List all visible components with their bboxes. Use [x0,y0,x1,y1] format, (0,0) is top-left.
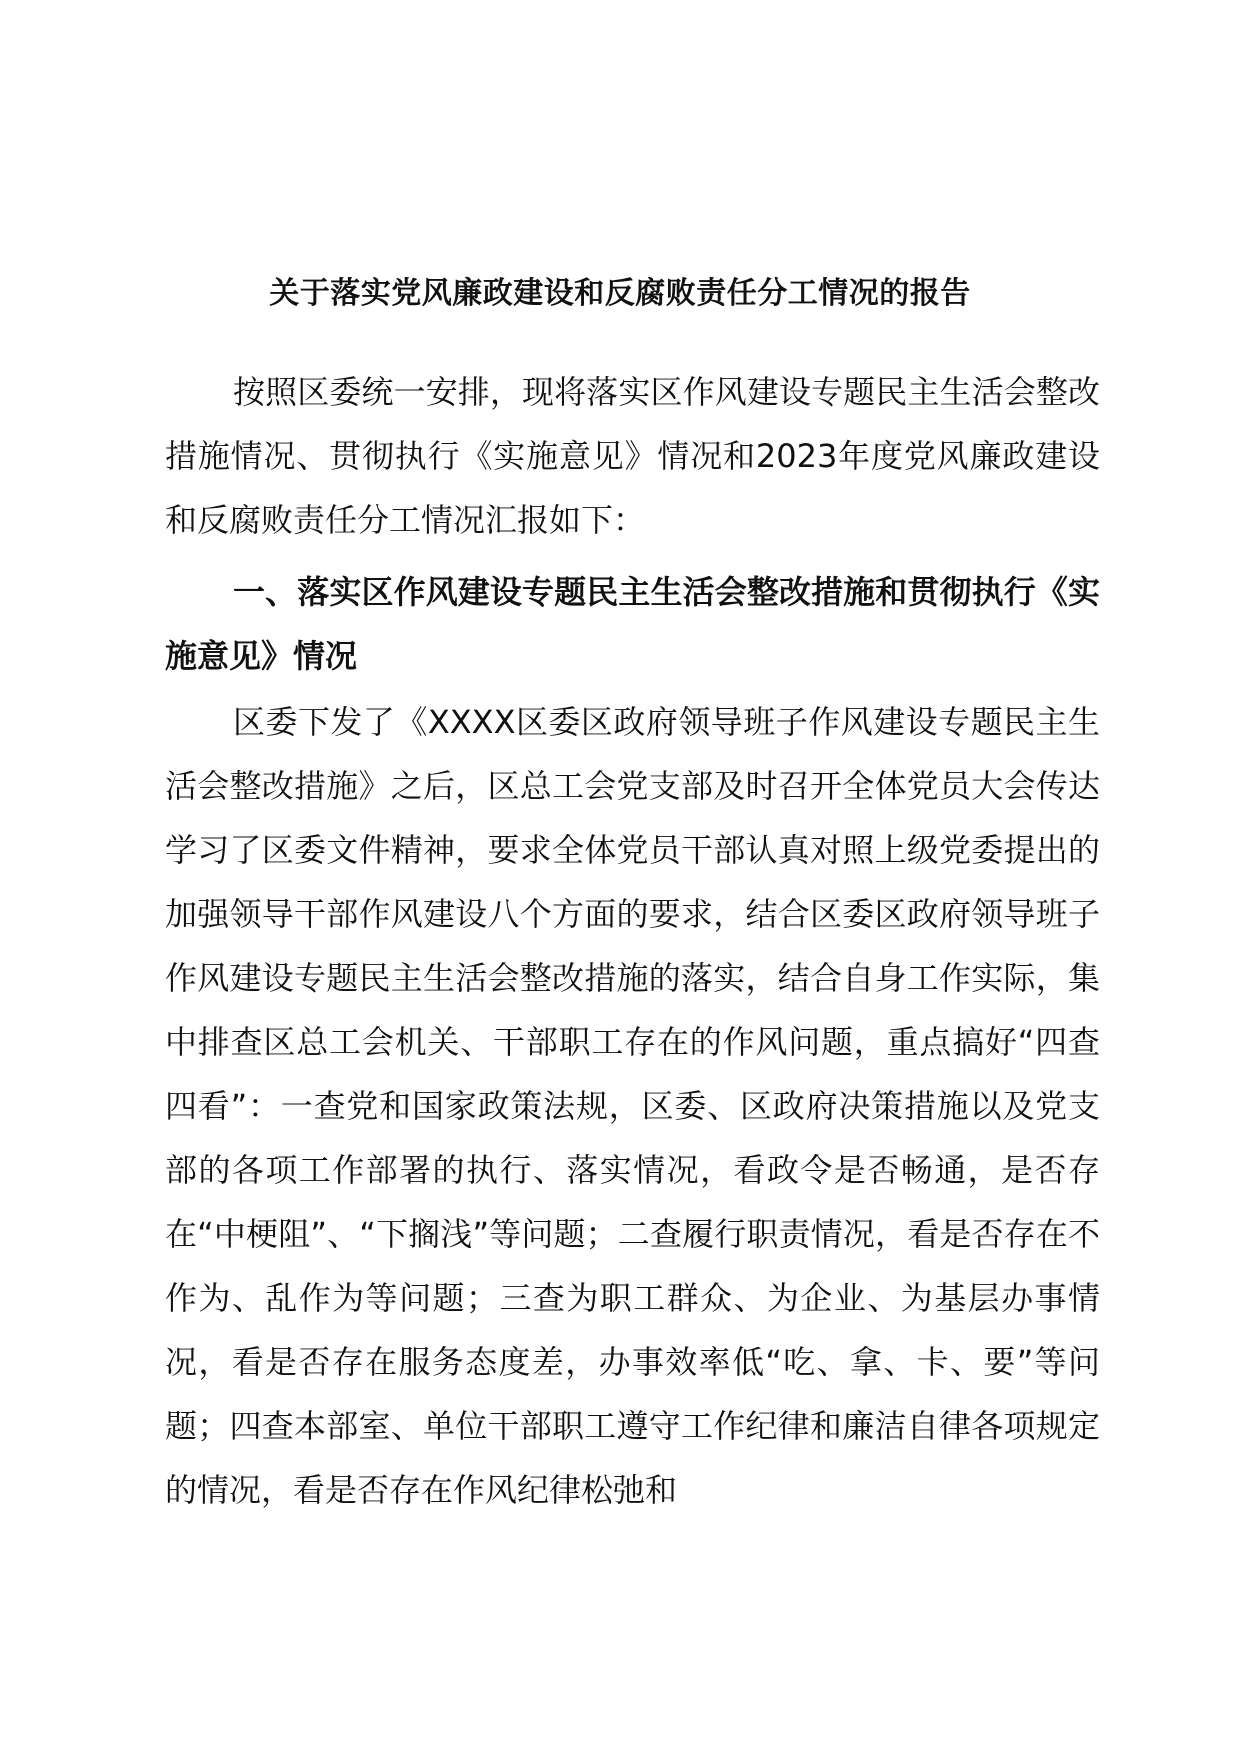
intro-paragraph: 按照区委统一安排，现将落实区作风建设专题民主生活会整改措施情况、贯彻执行《实施意见》情况和2023年度党风廉政建设和反腐败责任分工情况汇报如下： [165,373,1100,539]
document-title: 关于落实党风廉政建设和反腐败责任分工情况的报告 [269,276,971,311]
section-heading: 一、落实区作风建设专题民主生活会整改措施和贯彻执行《实施意见》情况 [165,573,1100,675]
section-body-paragraph: 区委下发了《XXXX区委区政府领导班子作风建设专题民主生活会整改措施》之后，区总工会党支部及时召开全体党员大会传达学习了区委文件精神，要求全体党员干部认真对照上级党委提出的加强领导干部作风建设八个方面的要求，结合区委区政府领导班子作风建设专题民主生活会整改措施的落实，结合自身工作实际，集中排查区总工会机关、干部职工存在的作风问题，重点搞好“四查四看”：一查党和国家政策法规，区委、区政府决策措施以及党支部的各项工作部署的执行、落实情况，看政令是否畅通，是否存在“中梗阻”、“下搁浅”等问题；二查履行职责情况，看是否存在不作为、乱作为等问题；三查为职工群众、为企业、为基层办事情况，看是否存在服务态度差，办事效率低“吃、拿、卡、要”等问题；四查本部室、单位干部职工遵守工作纪律和廉洁自律各项规定的情况，看是否存在作风纪律松弛和 [165,703,1100,1509]
